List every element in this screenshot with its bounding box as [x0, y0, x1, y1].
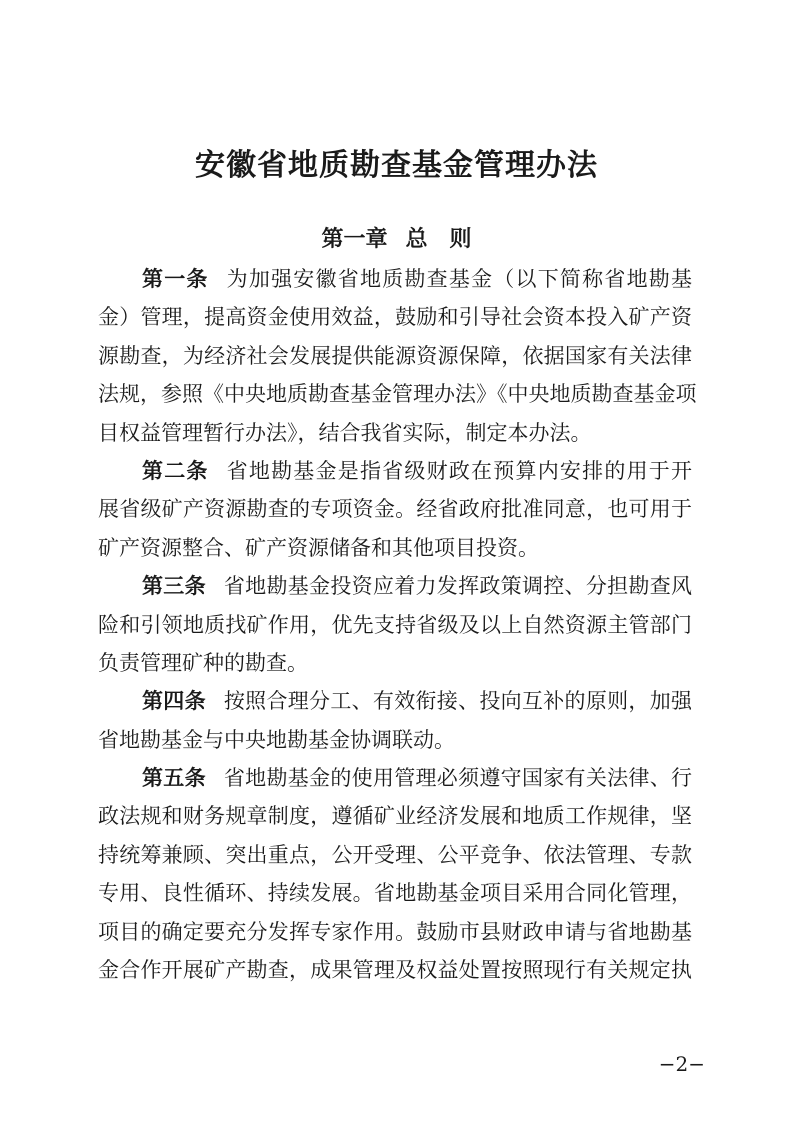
article-text: 金）管理，提高资金使用效益，鼓励和引导社会资本投入矿产资: [98, 305, 692, 330]
article-paragraph: [98, 567, 692, 682]
article-text: 省地勘基金投资应着力发挥政策调控、分担勘查风: [223, 574, 692, 599]
text-line: [98, 452, 692, 490]
document-title: 安徽省地质勘查基金管理办法: [195, 148, 598, 183]
article-text: 为加强安徽省地质勘查基金（以下简称省地勘基: [226, 267, 693, 291]
article-text: 展省级矿产资源勘查的专项资金。经省政府批准同意，也可用于: [98, 497, 692, 522]
article-paragraph: [98, 260, 697, 452]
article-text: 矿产资源整合、矿产资源储备和其他项目投资。: [98, 535, 539, 560]
article-paragraph: [98, 682, 692, 759]
page-number: −2−: [658, 1052, 705, 1076]
text-line: [98, 375, 697, 413]
text-line: [98, 606, 692, 644]
text-line: [98, 644, 692, 682]
chapter-label: 第一章: [321, 226, 388, 252]
article-text: 政法规和财务规章制度，遵循矿业经济发展和地质工作规律，坚: [98, 804, 692, 829]
article-text: 目权益管理暂行办法》，结合我省实际，制定本办法。: [98, 420, 592, 445]
text-line: [98, 490, 692, 528]
text-line: [98, 567, 692, 605]
text-line: [98, 414, 692, 452]
article-text: 负责管理矿种的勘查。: [98, 650, 308, 675]
article-text: 源勘查，为经济社会发展提供能源资源保障，依据国家有关法律: [98, 343, 692, 368]
text-line: [98, 797, 692, 835]
document-body: [98, 260, 697, 989]
text-line: [98, 759, 692, 797]
article-paragraph: [98, 452, 692, 567]
article-text: 险和引领地质找矿作用，优先支持省级及以上自然资源主管部门: [98, 612, 692, 637]
article-label: 第一条: [142, 266, 209, 291]
article-text: 按照合理分工、有效衔接、投向互补的原则，加强: [223, 689, 692, 714]
article-text: 项目的确定要充分发挥专家作用。鼓励市县财政申请与省地勘基: [98, 919, 692, 944]
text-line: [98, 529, 692, 567]
chapter-name: 总 则: [405, 226, 472, 252]
text-line: [98, 298, 692, 336]
article-text: 省地勘基金是指省级财政在预算内安排的用于开: [226, 458, 693, 483]
chapter-heading: [0, 222, 793, 253]
article-paragraph: [98, 759, 692, 989]
text-line: [98, 874, 692, 912]
text-line: [98, 721, 692, 759]
text-line: [98, 836, 692, 874]
text-line: [98, 913, 692, 951]
article-label: 第二条: [142, 457, 209, 483]
article-text: 省地勘基金与中央地勘基金协调联动。: [98, 727, 455, 752]
article-text: 专用、良性循环、持续发展。省地勘基金项目采用合同化管理，: [98, 881, 692, 906]
article-label: 第四条: [142, 688, 206, 714]
text-line: [98, 951, 692, 989]
article-label: 第三条: [142, 573, 206, 599]
article-text: 持统筹兼顾、突出重点，公开受理、公平竞争、依法管理、专款: [98, 842, 692, 867]
article-label: 第五条: [142, 765, 206, 791]
article-text: 省地勘基金的使用管理必须遵守国家有关法律、行: [223, 766, 692, 791]
article-text: 法规，参照《中央地质勘查基金管理办法》《中央地质勘查基金项: [98, 382, 697, 407]
article-text: 金合作开展矿产勘查，成果管理及权益处置按照现行有关规定执: [98, 958, 692, 983]
text-line: [98, 682, 692, 720]
text-line: [98, 337, 692, 375]
text-line: [98, 260, 692, 298]
